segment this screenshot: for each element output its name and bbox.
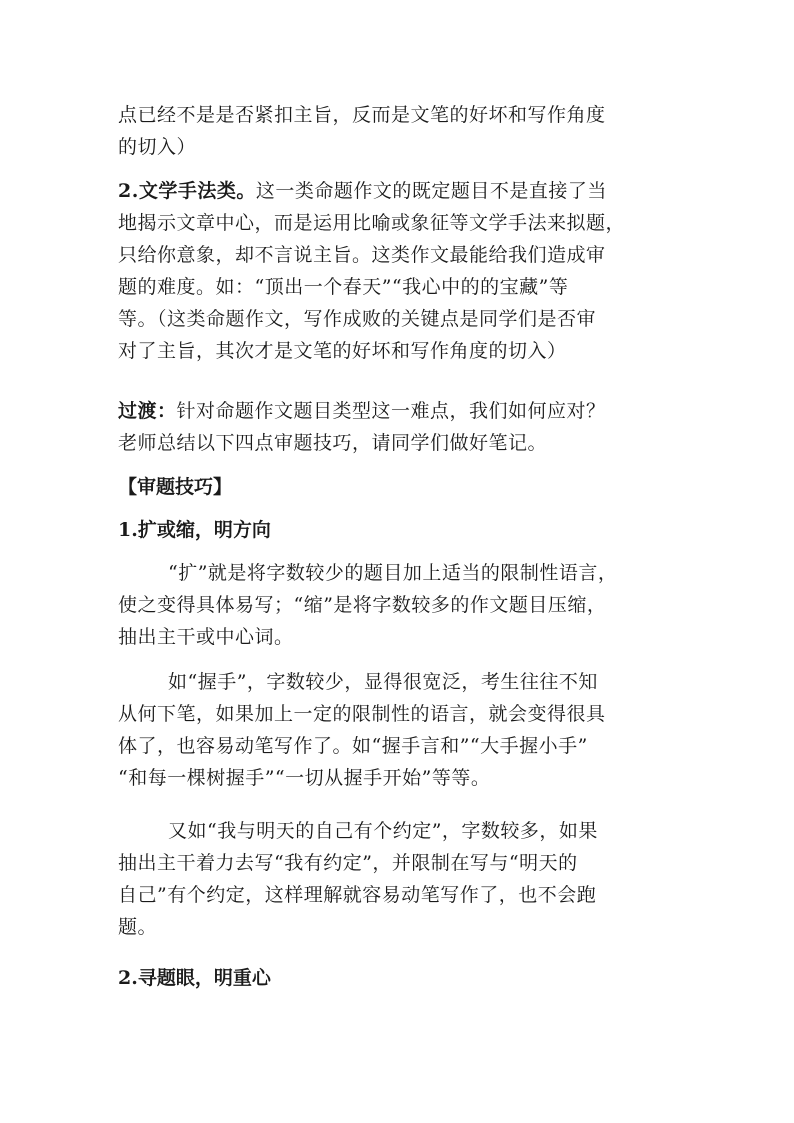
text-line: 老师总结以下四点审题技巧，请同学们做好笔记。 — [118, 432, 548, 454]
text-line: 的切入） — [118, 136, 197, 158]
text-line: 体了，也容易动笔写作了。如“握手言和”“大手握小手” — [118, 735, 588, 757]
text-line: 自己”有个约定，这样理解就容易动笔写作了，也不会跑 — [118, 884, 597, 906]
text-line: “扩”就是将字数较少的题目加上适当的限制性语言， — [168, 562, 618, 584]
tip-1-paragraph-2 — [118, 666, 698, 794]
text-segment: 这一类命题作文的既定题目不是直接了当 — [255, 180, 607, 202]
text-line: 点已经不是是否紧扣主旨，反而是文笔的好坏和写作角度 — [118, 104, 606, 126]
text-line: 题。 — [118, 916, 158, 938]
section-title: 【审题技巧】 — [118, 476, 233, 498]
tip-1-paragraph-1 — [118, 557, 698, 653]
continuation-paragraph — [118, 99, 698, 163]
text-line: 从何下笔，如果加上一定的限制性的语言，就会变得很具 — [118, 703, 606, 725]
tip-2-title: 2.寻题眼，明重心 — [118, 967, 271, 989]
text-segment: 针对命题作文题目类型这一难点，我们如何应对？ — [176, 400, 606, 422]
text-line: 抽出主干或中心词。 — [118, 626, 294, 648]
text-line: 地揭示文章中心，而是运用比喻或象征等文学手法来拟题， — [118, 212, 626, 234]
text-line: 又如“我与明天的自己有个约定”，字数较多，如果 — [168, 820, 598, 842]
text-line: 对了主旨，其次才是文笔的好坏和写作角度的切入） — [118, 340, 567, 362]
tip-1-title: 1.扩或缩，明方向 — [118, 519, 271, 541]
literary-technique-paragraph — [118, 175, 698, 367]
text-line: 使之变得具体易写；“缩”是将字数较多的作文题目压缩， — [118, 594, 607, 616]
tip-1-paragraph-3 — [118, 815, 698, 943]
text-line: 抽出主干着力去写“我有约定”，并限制在写与“明天的 — [118, 852, 578, 874]
text-line: 只给你意象，却不言说主旨。这类作文最能给我们造成审 — [118, 244, 606, 266]
transition-paragraph — [118, 395, 698, 459]
text-line: “和每一棵树握手”“一切从握手开始”等等。 — [118, 767, 491, 789]
text-line: 等。（这类命题作文，写作成败的关键点是同学们是否审 — [118, 308, 597, 330]
text-line — [118, 175, 698, 207]
text-line: 题的难度。如：“顶出一个春天”“我心中的的宝藏”等 — [118, 276, 569, 298]
literary-technique-label: 2.文学手法类。 — [118, 180, 256, 202]
transition-label: 过渡： — [118, 400, 177, 422]
text-line — [118, 395, 698, 427]
text-line: 如“握手”，字数较少，显得很宽泛，考生往往不知 — [168, 671, 598, 693]
